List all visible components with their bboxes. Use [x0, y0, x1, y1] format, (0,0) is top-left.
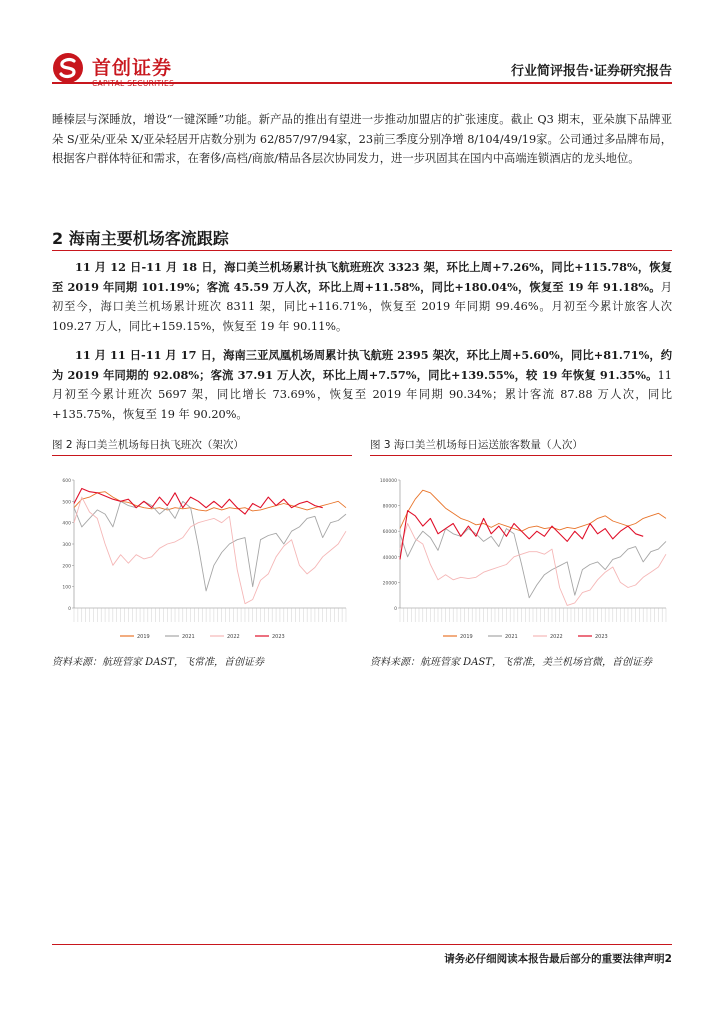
footer-divider [52, 944, 672, 945]
legal-disclaimer-note: 请务必仔细阅读本报告最后部分的重要法律声明2 [444, 953, 672, 965]
intro-paragraph: 睡榛层与深睡放，增设“一键深睡”功能。新产品的推出有望进一步推动加盟店的扩张速度。截止 Q3 期末，亚朵旗下品牌亚朵 S/亚朵/亚朵 X/亚朵轻居开店数分别为 62/857/97/94家，23前三季度分别净增 8/104/49/19家。公司通过多品牌布局，根据客户群体特征和需求，在奢侈/高档/商旅/精品各层次协同发力，进一步巩固其在国内中高端连锁酒店的龙头地位。 [52, 113, 672, 165]
company-logo [52, 50, 192, 94]
legend-label-2019: 2019 [460, 634, 473, 640]
legend-label-2019: 2019 [137, 634, 150, 640]
series-line-2023 [400, 511, 643, 560]
figure-3-source: 资料来源：航班管家 DAST，飞常准，美兰机场官微，首创证券 [370, 657, 652, 668]
meilan-month-to-date: 月初至今，海口美兰机场累计班次 8311 架，同比+116.71%，恢复至 2019 年同期 99.46%。月初至今累计旅客人次 109.27 万人，同比+159.15%，恢复至 19 年 90.11%。 [52, 280, 672, 333]
series-line-2022 [74, 497, 346, 604]
series-line-2021 [74, 501, 346, 591]
section-divider [52, 250, 672, 251]
y-tick-label: 200 [62, 564, 71, 570]
passengers-line-chart [370, 458, 672, 648]
flights-line-chart [52, 458, 352, 648]
sanya-weekly-summary: 11 月 11 日-11 月 17 日，海南三亚凤凰机场周累计执飞航班 2395 架次，环比上周+5.60%，同比+81.71%，约为 2019 年同期的 92.08%；客流 37.91 万人次，环比上周+7.57%，同比+139.55%，较 19 年恢复 91.35%。 [52, 348, 672, 382]
y-tick-label: 80000 [382, 504, 397, 510]
figure-3-rule [370, 455, 672, 456]
sanya-airport-paragraph [52, 346, 672, 424]
legend-label-2021: 2021 [505, 634, 518, 640]
y-tick-label: 500 [62, 500, 71, 506]
y-tick-label: 300 [62, 543, 71, 548]
meilan-airport-paragraph [52, 258, 672, 336]
y-tick-label: 60000 [382, 530, 397, 536]
figure-2-source: 资料来源：航班管家 DAST，飞常准，首创证券 [52, 657, 264, 668]
figure-3-title: 图 3 海口美兰机场每日运送旅客数量（人次） [370, 439, 583, 451]
sanya-month-to-date: 11 月初至今累计班次 5697 架，同比增长 73.69%，恢复至 2019 年同期 90.34%；累计客流 87.88 万人次，同比+135.75%，恢复至 19 年 90.20%。 [52, 368, 672, 421]
section-title: 2 海南主要机场客流跟踪 [52, 229, 229, 248]
figure-3-chart [370, 458, 672, 648]
y-tick-label: 40000 [382, 555, 397, 561]
y-tick-label: 600 [62, 479, 71, 484]
capital-securities-logo-icon [52, 52, 84, 84]
report-type-label: 行业简评报告·证券研究报告 [511, 64, 672, 79]
legend-label-2022: 2022 [550, 634, 563, 640]
logo-chinese-name: 首创证券 [92, 57, 173, 79]
legend-label-2021: 2021 [182, 634, 195, 640]
figure-2-title: 图 2 海口美兰机场每日执飞班次（架次） [52, 439, 244, 451]
legend-label-2023: 2023 [595, 634, 608, 640]
y-tick-label: 0 [394, 607, 397, 612]
figure-2-chart [52, 458, 352, 648]
y-tick-label: 100000 [379, 479, 397, 484]
series-line-2021 [400, 529, 666, 598]
y-tick-label: 0 [68, 607, 71, 612]
header-divider [52, 82, 672, 84]
series-line-2019 [400, 490, 666, 531]
y-tick-label: 100 [62, 585, 71, 591]
legend-label-2022: 2022 [227, 634, 240, 640]
y-tick-label: 400 [62, 521, 71, 527]
legend-label-2023: 2023 [272, 634, 285, 640]
meilan-weekly-summary: 11 月 12 日-11 月 18 日，海口美兰机场累计执飞航班班次 3323 架，环比上周+7.26%，同比+115.78%，恢复至 2019 年同期 101.19%；客流 45.59 万人次，环比上周+11.58%，同比+180.04%，恢复至 19 年 91.18%。 [52, 260, 672, 294]
figure-2-rule [52, 455, 352, 456]
y-tick-label: 20000 [382, 581, 397, 587]
